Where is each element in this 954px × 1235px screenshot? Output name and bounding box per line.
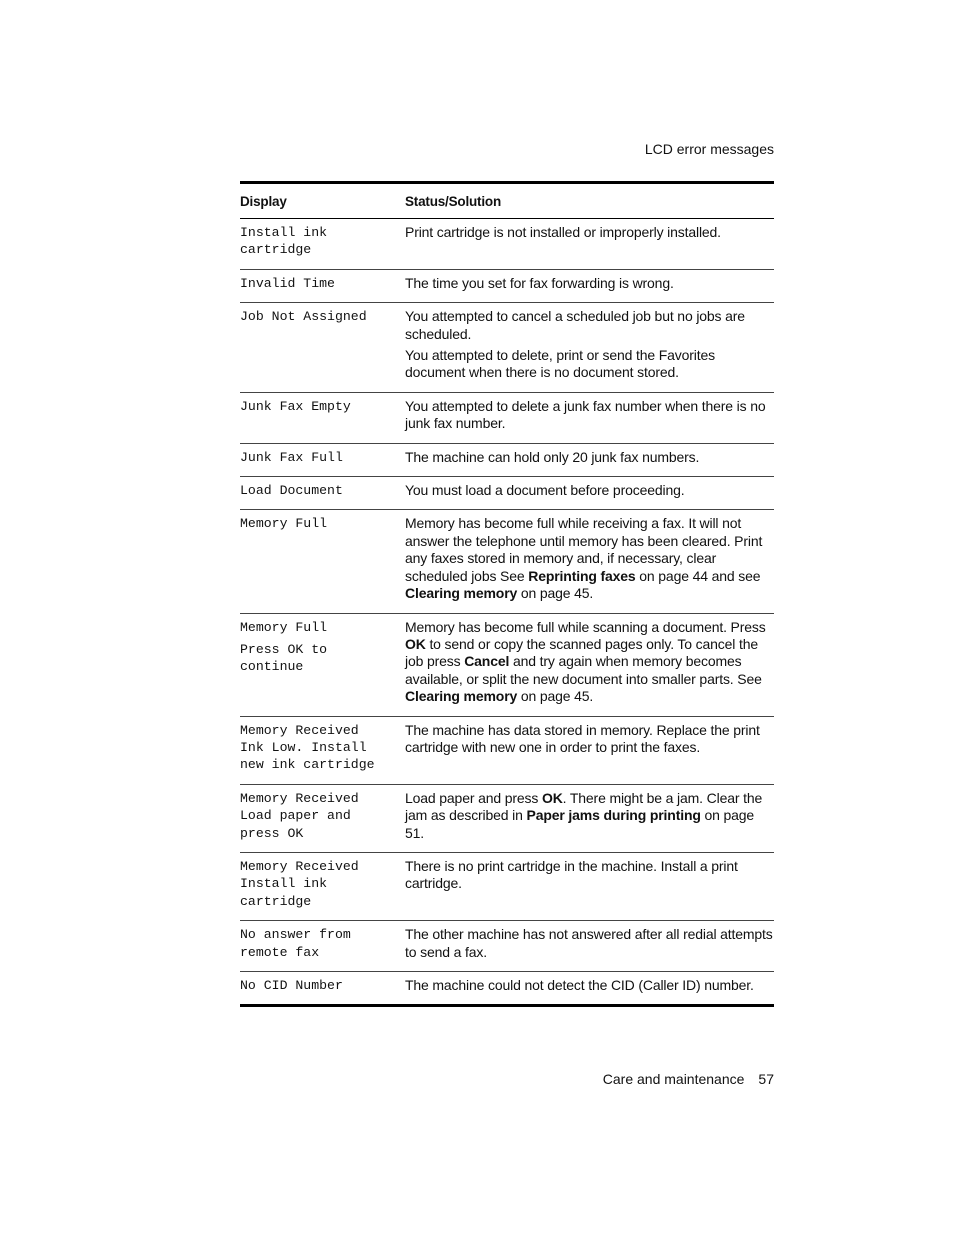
display-cell	[240, 926, 405, 961]
status-text-segment: . There might be a jam. Clear the jam as described in	[405, 789, 763, 824]
bold-reference: Cancel	[464, 653, 510, 670]
status-text	[405, 482, 774, 499]
table-row	[240, 614, 774, 717]
status-cell	[405, 275, 774, 292]
table-row	[240, 717, 774, 785]
status-text	[405, 449, 774, 466]
status-text-segment: on page 44 and see	[635, 567, 761, 584]
status-text	[405, 308, 774, 343]
status-text-segment: Print cartridge is not installed or improperly installed.	[405, 224, 721, 240]
status-text-segment: Memory has become full while receiving a fax. It will not answer the telephone until memory has been cleared. Print any faxes stored in memory and, if necessary, clear scheduled jobs See	[405, 515, 763, 584]
status-cell	[405, 722, 774, 774]
bold-reference: OK	[541, 789, 563, 806]
page-number: 57	[758, 1071, 774, 1087]
table-row	[240, 219, 774, 270]
lcd-message: Invalid Time	[240, 275, 335, 291]
table-row	[240, 303, 774, 393]
column-header-display: Display	[240, 193, 287, 209]
column-header-status: Status/Solution	[405, 193, 501, 209]
display-cell	[240, 482, 405, 499]
lcd-message: No CID Number	[240, 978, 343, 993]
display-cell	[240, 224, 405, 259]
lcd-message: Job Not Assigned	[240, 309, 367, 325]
status-text	[405, 977, 774, 994]
status-cell	[405, 224, 774, 259]
status-text-segment: The machine could not detect the CID (Caller ID) number.	[405, 977, 754, 993]
status-text-segment: You attempted to cancel a scheduled job but no jobs are scheduled.	[405, 308, 745, 342]
status-cell	[405, 398, 774, 433]
status-text	[405, 224, 774, 241]
lcd-message: Memory Received Load paper and press OK	[240, 790, 359, 841]
display-cell	[240, 977, 405, 994]
lcd-message: Memory Received Ink Low. Install new ink cartridge	[240, 722, 375, 773]
lcd-message: Memory Full	[240, 619, 328, 635]
table-header	[240, 181, 774, 219]
status-cell	[405, 790, 774, 842]
status-cell	[405, 926, 774, 961]
table-row	[240, 477, 774, 510]
table-body	[240, 219, 774, 1007]
display-cell	[240, 449, 405, 466]
status-cell	[405, 308, 774, 382]
status-text	[405, 790, 774, 842]
display-cell	[240, 275, 405, 292]
table-row	[240, 393, 774, 444]
status-text-segment: Memory has become full while scanning a document. Press	[405, 618, 766, 635]
status-text-segment: The other machine has not answered after all redial attempts to send a fax.	[405, 926, 773, 960]
bold-reference: Paper jams during printing	[526, 807, 701, 824]
table-row	[240, 921, 774, 972]
status-text	[405, 926, 774, 961]
bold-reference: OK	[405, 635, 426, 652]
status-cell	[405, 449, 774, 466]
table-row	[240, 444, 774, 477]
display-cell	[240, 515, 405, 602]
status-cell	[405, 515, 774, 602]
status-text	[405, 858, 774, 893]
lcd-error-table	[240, 181, 774, 1007]
status-text-segment: Load paper and press	[405, 789, 542, 806]
page-header: LCD error messages	[644, 141, 774, 157]
status-text-segment: The machine can hold only 20 junk fax numbers.	[405, 448, 700, 465]
lcd-message: Press OK to continue	[240, 641, 328, 675]
status-text-segment: on page 45.	[517, 688, 594, 705]
bold-reference: Clearing memory	[405, 688, 518, 705]
lcd-message: Junk Fax Full	[240, 449, 343, 465]
table-row	[240, 270, 774, 303]
display-cell	[240, 619, 405, 706]
footer-section: Care and maintenance	[602, 1071, 745, 1087]
display-cell	[240, 722, 405, 774]
status-text-segment: The machine has data stored in memory. Replace the print cartridge with new one in order to print the faxes.	[405, 721, 760, 755]
page-footer	[603, 1071, 774, 1087]
status-cell	[405, 858, 774, 910]
status-text	[405, 347, 774, 382]
status-text-segment: and try again when memory becomes available, or split the new document into smaller parts. See	[405, 653, 762, 687]
status-text	[405, 515, 774, 602]
status-text-segment: on page 51.	[405, 807, 755, 841]
status-text	[405, 398, 774, 433]
status-cell	[405, 619, 774, 706]
status-cell	[405, 977, 774, 994]
status-text	[405, 275, 774, 292]
status-text-segment: The time you set for fax forwarding is wrong.	[405, 274, 674, 291]
display-cell	[240, 308, 405, 382]
status-text-segment: on page 45.	[517, 585, 594, 602]
status-text	[405, 722, 774, 757]
status-cell	[405, 482, 774, 499]
table-row	[240, 972, 774, 1007]
lcd-message: Install ink cartridge	[240, 225, 328, 258]
bold-reference: Clearing memory	[405, 585, 518, 602]
lcd-message: No answer from remote fax	[240, 927, 351, 960]
table-row	[240, 853, 774, 921]
display-cell	[240, 858, 405, 910]
lcd-message: Load Document	[240, 483, 343, 499]
lcd-message: Memory Received Install ink cartridge	[240, 858, 359, 909]
lcd-message: Junk Fax Empty	[240, 398, 351, 414]
status-text-segment: There is no print cartridge in the machine. Install a print cartridge.	[405, 857, 738, 892]
status-text-segment: You attempted to delete a junk fax number when there is no junk fax number.	[405, 397, 766, 432]
bold-reference: Reprinting faxes	[528, 567, 636, 584]
status-text-segment: to send or copy the scanned pages only. To cancel the job press	[405, 635, 758, 670]
table-row	[240, 510, 774, 613]
status-text-segment: You attempted to delete, print or send the Favorites document when there is no document stored.	[405, 347, 715, 381]
display-cell	[240, 790, 405, 842]
status-text-segment: You must load a document before proceeding.	[405, 482, 685, 499]
lcd-message: Memory Full	[240, 516, 328, 532]
table-row	[240, 785, 774, 853]
display-cell	[240, 398, 405, 433]
status-text	[405, 619, 774, 706]
